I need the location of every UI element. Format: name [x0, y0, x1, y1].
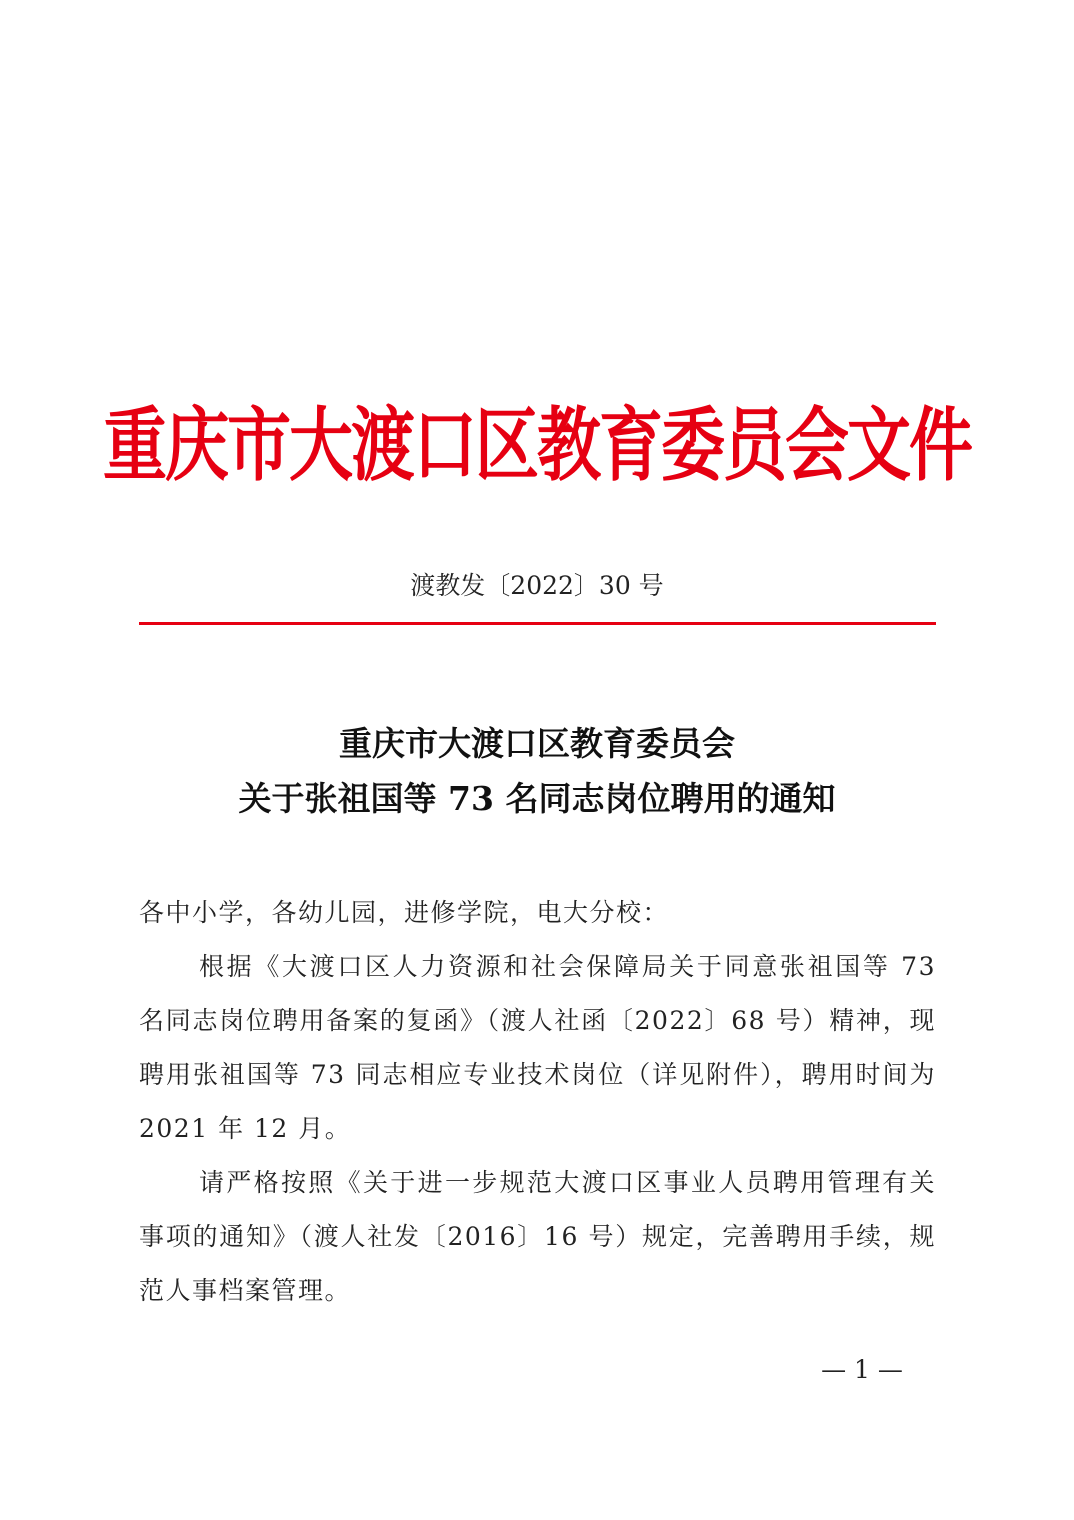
salutation: 各中小学，各幼儿园，进修学院，电大分校：: [139, 898, 670, 927]
body-paragraph-2: 请严格按照《关于进一步规范大渡口区事业人员聘用管理有关事项的通知》（渡人社发〔2016〕16 号）规定，完善聘用手续，规范人事档案管理。: [139, 1168, 936, 1305]
page-number: — 1 —: [821, 1355, 903, 1384]
document-body: [139, 886, 936, 1318]
red-divider-line: [139, 622, 936, 625]
title-line-2: 关于张祖国等 73 名同志岗位聘用的通知: [238, 779, 836, 818]
body-paragraph-1: 根据《大渡口区人力资源和社会保障局关于同意张祖国等 73 名同志岗位聘用备案的复函》（渡人社函〔2022〕68 号）精神，现聘用张祖国等 73 同志相应专业技术岗位（详见附件），聘用时间为 2021 年 12 月。: [139, 952, 936, 1143]
document-title: [0, 716, 1074, 826]
document-masthead: 重庆市大渡口区教育委员会文件: [103, 399, 971, 493]
document-number: 渡教发〔2022〕30 号: [410, 571, 664, 600]
title-line-1: 重庆市大渡口区教育委员会: [339, 724, 735, 763]
